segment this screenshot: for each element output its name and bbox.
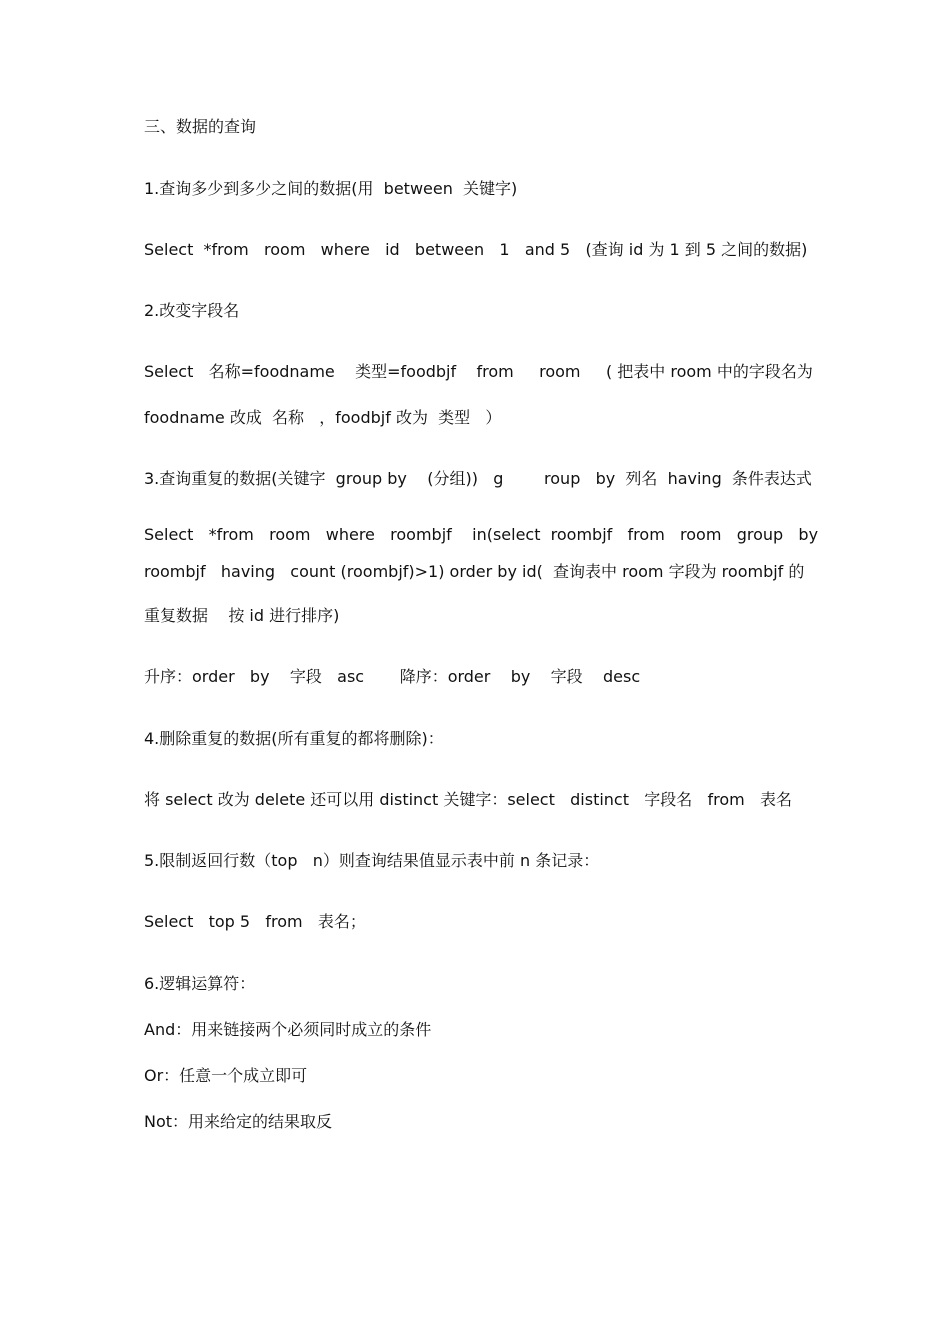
text-line-duplicate-example-3: 重复数据 按 id 进行排序) bbox=[144, 606, 340, 625]
text-line-duplicate-example-1: Select *from room where roombjf in(select roombjf from room group by bbox=[144, 525, 819, 544]
text-line-top-example: Select top 5 from 表名； bbox=[144, 912, 366, 931]
text-line-between-title: 1.查询多少到多少之间的数据(用 between 关键字) bbox=[144, 179, 518, 198]
text-line-order-by: 升序：order by 字段 asc 降序：order by 字段 desc bbox=[144, 667, 641, 686]
text-line-distinct: 将 select 改为 delete 还可以用 distinct 关键字：select distinct 字段名 from 表名 bbox=[144, 790, 793, 809]
text-line-top-title: 5.限制返回行数（top n）则查询结果值显示表中前 n 条记录： bbox=[144, 851, 600, 870]
text-line-rename-example-cont: foodname 改成 名称 ，foodbjf 改为 类型 ） bbox=[144, 408, 502, 427]
text-line-rename-example: Select 名称=foodname 类型=foodbjf from room ( 把表中 room 中的字段名为 bbox=[144, 362, 813, 381]
text-line-and: And：用来链接两个必须同时成立的条件 bbox=[144, 1020, 432, 1039]
text-line-between-example: Select *from room where id between 1 and 5 (查询 id 为 1 到 5 之间的数据) bbox=[144, 240, 808, 259]
text-line-rename-title: 2.改变字段名 bbox=[144, 301, 240, 320]
text-line-not: Not：用来给定的结果取反 bbox=[144, 1112, 333, 1131]
section-heading: 三、数据的查询 bbox=[144, 117, 257, 136]
text-line-delete-title: 4.删除重复的数据(所有重复的都将删除)： bbox=[144, 729, 444, 748]
text-line-duplicate-title: 3.查询重复的数据(关键字 group by (分组)) g roup by 列名 having 条件表达式 bbox=[144, 469, 812, 488]
text-line-or: Or：任意一个成立即可 bbox=[144, 1066, 308, 1085]
text-line-logic-title: 6.逻辑运算符： bbox=[144, 974, 256, 993]
text-line-duplicate-example-2: roombjf having count (roombjf)>1) order by id( 查询表中 room 字段为 roombjf 的 bbox=[144, 562, 805, 581]
